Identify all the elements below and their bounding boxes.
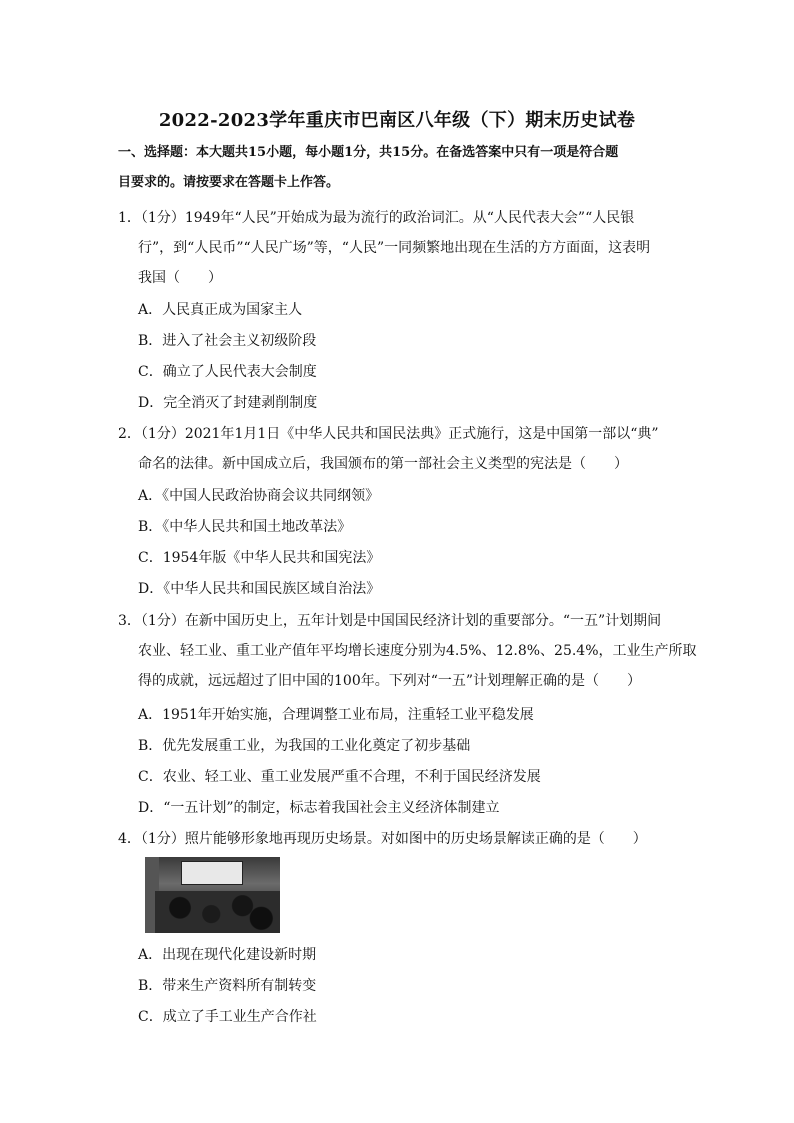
option-a: A．1951年开始实施，合理调整工业布局，注重轻工业平稳发展: [138, 707, 534, 723]
option-d: D．完全消灭了封建剥削制度: [138, 395, 318, 411]
question-text-line: 2．（1分）2021年1月1日《中华人民共和国民法典》正式施行，这是中国第一部以“典”: [118, 426, 659, 442]
question-text-line: 行”，到“人民币”“人民广场”等，“人民”一同频繁地出现在生活的方方面面，这表明: [138, 240, 651, 256]
option-a: A．《中国人民政治协商会议共同纲领》: [138, 488, 380, 504]
option-d: D．“一五计划”的制定，标志着我国社会主义经济体制建立: [138, 800, 500, 816]
question-4: [118, 824, 686, 854]
question-text-line: 4．（1分）照片能够形象地再现历史场景。对如图中的历史场景解读正确的是（ ）: [118, 831, 647, 847]
section-line-2: 目要求的。请按要求在答题卡上作答。: [118, 175, 340, 190]
question-text-line: 我国（ ）: [138, 270, 222, 286]
option-d: D．《中华人民共和国民族区域自治法》: [138, 581, 381, 597]
question-text-line: 得的成就，远远超过了旧中国的100年。下列对“一五”计划理解正确的是（ ）: [138, 673, 642, 689]
option-b: B．进入了社会主义初级阶段: [138, 333, 317, 349]
question-1: [118, 203, 686, 293]
option-c: C．1954年版《中华人民共和国宪法》: [138, 550, 381, 566]
option-c: C．成立了手工业生产合作社: [138, 1009, 317, 1025]
option-a: A．出现在现代化建设新时期: [138, 947, 317, 963]
option-b: B．《中华人民共和国土地改革法》: [138, 519, 352, 535]
option-c: C．农业、轻工业、重工业发展严重不合理，不利于国民经济发展: [138, 769, 541, 785]
option-a: A．人民真正成为国家主人: [138, 302, 303, 318]
section-line-1: 一、选择题：本大题共15小题，每小题1分，共15分。在备选答案中只有一项是符合题: [118, 145, 619, 160]
question-text-line: 1．（1分）1949年“人民”开始成为最为流行的政治词汇。从“人民代表大会”“人民银: [118, 210, 635, 226]
question-text-line: 农业、轻工业、重工业产值年平均增长速度分别为4.5%、12.8%、25.4%，工业生产所取: [138, 643, 697, 659]
photo-crowd: [155, 891, 280, 933]
question-text-line: 命名的法律。新中国成立后，我国颁布的第一部社会主义类型的宪法是（ ）: [138, 456, 628, 472]
option-c: C．确立了人民代表大会制度: [138, 364, 317, 380]
option-b: B．优先发展重工业，为我国的工业化奠定了初步基础: [138, 738, 471, 754]
page-title: 2022-2023学年重庆市巴南区八年级（下）期末历史试卷: [158, 110, 636, 131]
photo-signboard: [181, 861, 243, 885]
question-text-line: 3．（1分）在新中国历史上，五年计划是中国国民经济计划的重要部分。“一五”计划期间: [118, 613, 662, 629]
section-instructions: [118, 138, 678, 198]
option-b: B．带来生产资料所有制转变: [138, 978, 317, 994]
historical-photo: [145, 857, 280, 933]
question-2: [118, 419, 686, 479]
question-3: [118, 606, 697, 696]
